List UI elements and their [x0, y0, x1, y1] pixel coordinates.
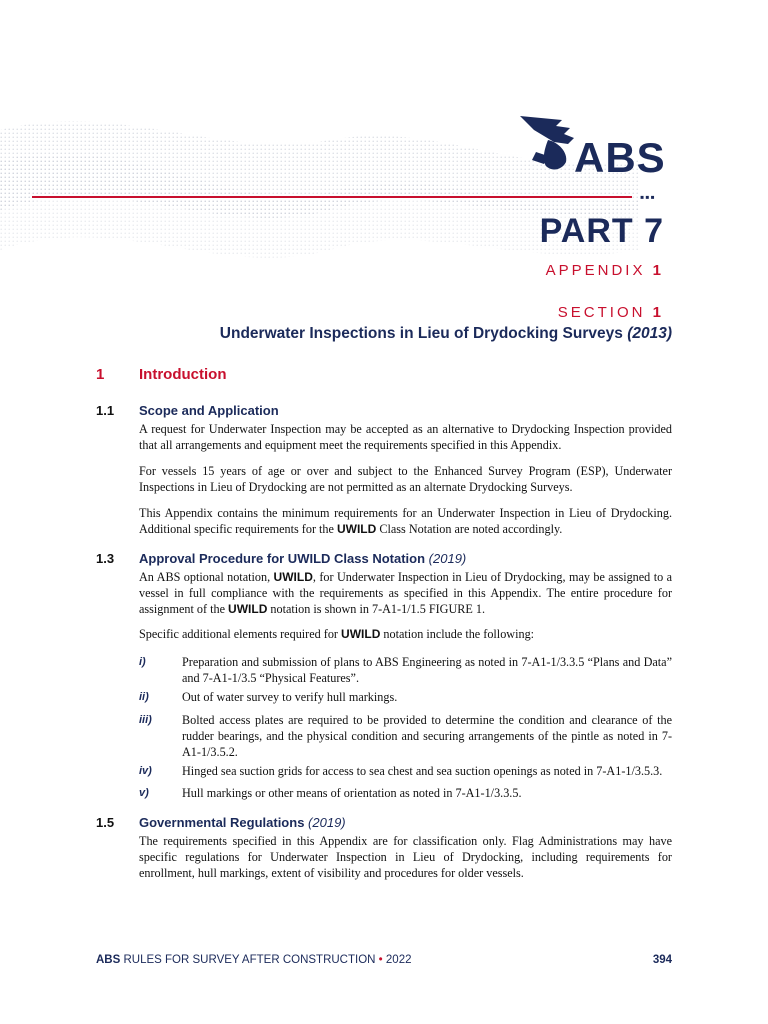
paragraph-scope-2: For vessels 15 years of age or over and subject to the Enhanced Survey Program (ESP), Underwater Inspections in Lieu of Drydocking are not permitted as an alternate Drydocking Surveys. [139, 464, 672, 494]
uwild-notation: UWILD [336, 522, 377, 536]
list-item-text: Hinged sea suction grids for access to sea chest and sea suction openings as noted in 7-A1-1/3.5.3. [182, 764, 663, 778]
footer-bullet: • [378, 954, 383, 966]
abs-logo-text: ABS [574, 134, 666, 181]
footer-title: ABS RULES FOR SURVEY AFTER CONSTRUCTION • 2022 [96, 954, 412, 966]
heading-number: 1.1 [96, 403, 115, 418]
page-footer [96, 954, 672, 966]
list-item-text: Hull markings or other means of orientation as noted in 7-A1-1/3.3.5. [182, 786, 522, 800]
header-red-rule [32, 196, 632, 198]
list-item-text: Preparation and submission of plans to ABS Engineering as noted in 7-A1-1/3.3.5 “Plans and Data” and 7-A1-1/3.5 “Physical Features”. [182, 655, 672, 685]
heading-text: Approval Procedure for UWILD Class Notation (2019) [139, 551, 467, 566]
paragraph-governmental-regulations: The requirements specified in this Appendix are for classification only. Flag Administrations may have specific regulations for Underwater Inspection in Lieu of Drydocking, including requirements for enrollment, hull markings, extent of visibility and procedures for older vessels. [139, 834, 672, 880]
heading-number: 1.5 [96, 815, 115, 830]
section-number: 1 [652, 304, 664, 321]
heading-year: (2019) [308, 815, 346, 830]
heading-number: 1.3 [96, 551, 115, 566]
header-dots: ▪▪▪ [640, 190, 656, 204]
list-item-text: Bolted access plates are required to be provided to determine the condition and clearance of the rudder bearings, and the physical condition and securing arrangements of the pintle as noted in 7-A1-1/3.5.2. [182, 713, 672, 759]
paragraph-approval-1: An ABS optional notation, UWILD, for Underwater Inspection in Lieu of Drydocking, may be assigned to a vessel in full compliance with the requirements as specified in this Appendix. The entire procedure for assignment of the UWILD notation is shown in 7-A1-1/1.5 FIGURE 1. [139, 570, 673, 616]
list-item-label: v) [139, 787, 149, 799]
paragraph-scope-3: This Appendix contains the minimum requirements for an Underwater Inspection in Lieu of Drydocking. Additional specific requirements for the UWILD Class Notation are noted accordingly. [139, 506, 672, 536]
section-line [558, 304, 664, 321]
uwild-notation: UWILD [273, 570, 313, 584]
list-item-label: iv) [139, 765, 152, 777]
appendix-line [546, 262, 664, 279]
list-item-text: Out of water survey to verify hull markings. [182, 690, 398, 704]
uwild-notation: UWILD [228, 602, 268, 616]
heading-text: Governmental Regulations (2019) [139, 815, 346, 830]
section-title-text: Underwater Inspections in Lieu of Drydocking Surveys [219, 325, 623, 342]
heading-text: Scope and Application [139, 403, 279, 418]
section-title-year: (2013) [627, 325, 672, 342]
paragraph-scope-1: A request for Underwater Inspection may be accepted as an alternative to Drydocking Inspection provided that all arrangements and equipment meet the requirements specified in this Appendix. [139, 422, 672, 452]
section-word: SECTION [557, 304, 646, 321]
section-title [220, 325, 672, 343]
list-item-label: iii) [139, 714, 152, 726]
part-title: PART 7 [539, 212, 664, 250]
footer-brand: ABS [96, 954, 121, 966]
uwild-notation: UWILD [341, 627, 381, 641]
heading-text: Introduction [139, 366, 227, 383]
footer-year: 2022 [385, 954, 412, 966]
heading-year: (2019) [428, 551, 467, 566]
list-item-label: ii) [139, 691, 149, 703]
list-item-label: i) [139, 656, 146, 668]
appendix-number: 1 [652, 262, 664, 279]
page-number: 394 [652, 954, 672, 966]
heading-number: 1 [96, 366, 105, 383]
appendix-word: APPENDIX [545, 262, 646, 279]
paragraph-approval-2: Specific additional elements required for UWILD notation include the following: [139, 627, 535, 641]
